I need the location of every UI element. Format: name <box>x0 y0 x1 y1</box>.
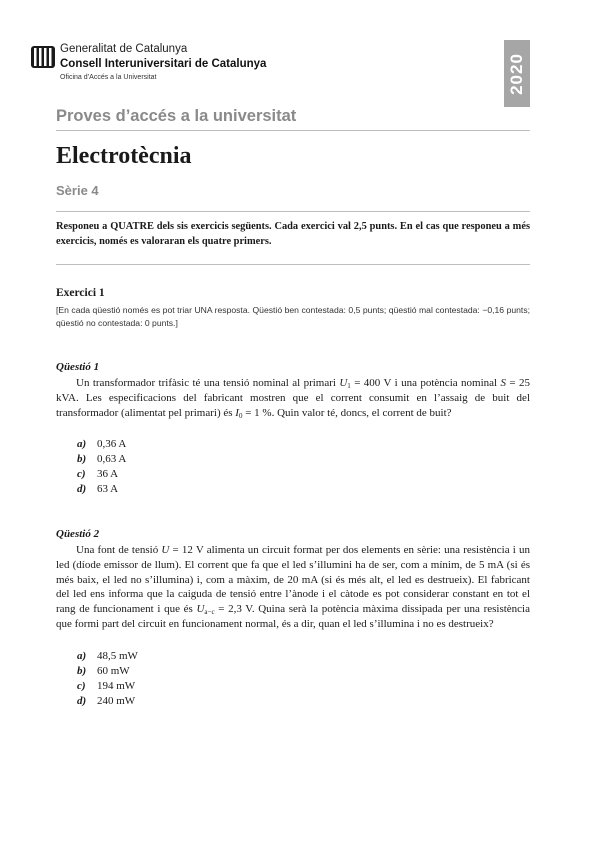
question-1-text: Un transformador trifàsic té una tensió nominal al primari $U_1 = 400$ V i una potència nominal S = 25 kVA. Les especificacions del fabricant mostren que el corrent consumit en l’assaig de buit del transformador (alimentat pel primari) és $I_0 = 1$ %. Quin valor té, doncs, el corrent de buit? <box>56 377 530 420</box>
subject-title: Electrotècnia <box>56 143 192 169</box>
q1-option-d: d) 63 A <box>77 483 119 495</box>
office-name: Oficina d’Accés a la Universitat <box>60 74 157 81</box>
year-badge <box>504 40 530 107</box>
exercise-note: [En cada qüestió només es pot triar UNA resposta. Qüestió ben contestada: 0,5 punts; qüestió mal contestada: −0,16 punts; qüestió no contestada: 0 punts.] <box>56 305 530 328</box>
instructions: Responeu a QUATRE dels sis exercicis següents. Cada exercici val 2,5 punts. En el cas que responeu a més exercicis, només es valoraran els quatre primers. <box>56 221 530 247</box>
q2-option-c: c) 194 mW <box>77 680 136 692</box>
year-label: 2020 <box>507 52 526 95</box>
q2-option-a: a) 48,5 mW <box>77 650 138 662</box>
council-name: Consell Interuniversitari de Catalunya <box>60 58 267 70</box>
question-1-title: Qüestió 1 <box>56 361 100 373</box>
exam-title: Proves d’accés a la universitat <box>56 107 297 125</box>
q2-option-b: b) 60 mW <box>77 665 130 677</box>
divider <box>56 211 530 212</box>
divider <box>56 264 530 265</box>
series-label: Sèrie 4 <box>56 183 99 198</box>
q1-option-b: b) 0,63 A <box>77 453 127 465</box>
government-name: Generalitat de Catalunya <box>60 43 188 55</box>
q2-option-d: d) 240 mW <box>77 695 136 707</box>
q1-option-a: a) 0,36 A <box>77 438 127 450</box>
exercise-title: Exercici 1 <box>56 287 105 299</box>
divider <box>56 130 530 131</box>
catalan-flag-bars-icon <box>31 46 55 68</box>
question-2-text: Una font de tensió U = 12 V alimenta un circuit format per dos elements en sèrie: una resistència i un led (díode emissor de llum). El corrent que fa que el led s’illumini ha de ser, com a mínim, de 5 mA (si és més baix, el led no s’illumina) i, com a màxim, de 20 mA (si és més alt, el led es destrueix). El fabricant del led ens informa que la caiguda de tensió entre l’ànode i el càtode es pot considerar constant en tot el rang de funcionament i que és $U_{a-c} = 2,3$ V. Quina serà la potència màxima dissipada per una resistència que formi part del circuit en funcionament normal, és a dir, quan el led s’illumina i no es destrueix? <box>56 544 531 630</box>
question-2-title: Qüestió 2 <box>56 528 100 540</box>
q1-option-c: c) 36 A <box>77 468 119 480</box>
